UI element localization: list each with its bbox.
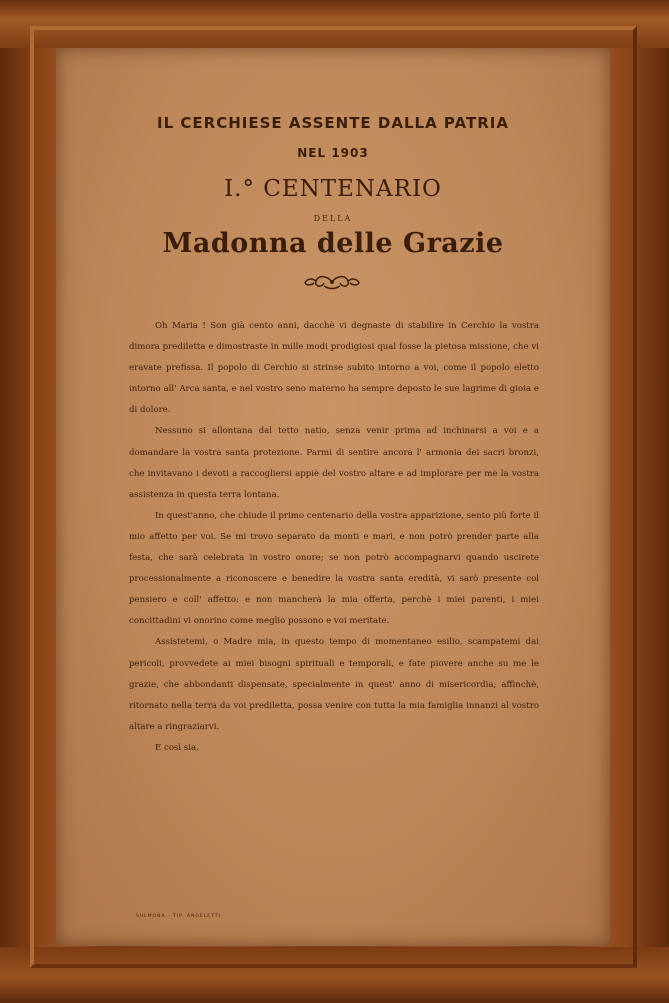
paragraph-1: Oh Maria ! Son già cento anni, dacchè vi degnaste di stabilire in Cerchio la vostra dimora prediletta e dimostraste in mille modi prodigiosi qual fosse la pietosa missione, che vi eravate prefissa. Il popolo di Cerchio si strinse subito intorno a voi, come il popolo eletto intorno all' Arca santa, e nel vostro seno materno ha sempre deposto le sue lagrime di gioia e di dolore.: [129, 321, 539, 416]
heading-line-1: IL CERCHIESE ASSENTE DALLA PATRIA: [157, 114, 509, 132]
closing-line: E così sia.: [155, 742, 199, 753]
paragraph-4: Assistetemi, o Madre mia, in questo tempo di momentaneo esilio, scampatemi dai pericoli, provvedete ai miei bisogni spirituali e temporali, e fate piovere anche su me le grazie, che abbondanti dispensate, specialmente in quest' anno di misericordia; affinchè, ritornato nella terra da voi prediletta, possa venire con tutta la mia famiglia innanzi al vostro altare a ringraziarvi.: [129, 637, 539, 732]
paragraph-3: In quest'anno, che chiude il primo centenario della vostra apparizione, sento più forte il mio affetto per voi. Se mi trovo separato da monti e mari, e non potrò prender parte alla festa, che sarà celebrata in vostro onore; se non potrò accompagnarvi quando uscirete processionalmente a riconoscere e benedire la vostra santa eredità, vi sarò presente col pensiero e coll' affetto: e non mancherà la mia offerta, perchè i miei parenti, i miei concittadini vi onorino come meglio possono e voi meritate.: [129, 510, 539, 627]
heading-centenary: I.° CENTENARIO: [224, 176, 442, 202]
heading-della: DELLA: [313, 214, 353, 223]
floral-ornament-icon: [302, 272, 362, 292]
heading-title: Madonna delle Grazie: [162, 228, 504, 259]
prayer-text: [129, 316, 539, 759]
printer-imprint: SULMONA - TIP. ANGELETTI: [136, 914, 221, 919]
document-sheet: [56, 48, 610, 946]
paragraph-2: Nessuno si allontana dal tetto natio, senza venir prima ad inchinarsi a voi e a domandare la vostra santa protezione. Parmi di sentire ancora l' armonia dei sacri bronzi, che invitavano i devoti a raccogliersi appiè del vostro altare e ad implorare per me la vostra assistenza in questa terra lontana.: [129, 426, 539, 500]
heading-year: NEL 1903: [297, 146, 369, 160]
